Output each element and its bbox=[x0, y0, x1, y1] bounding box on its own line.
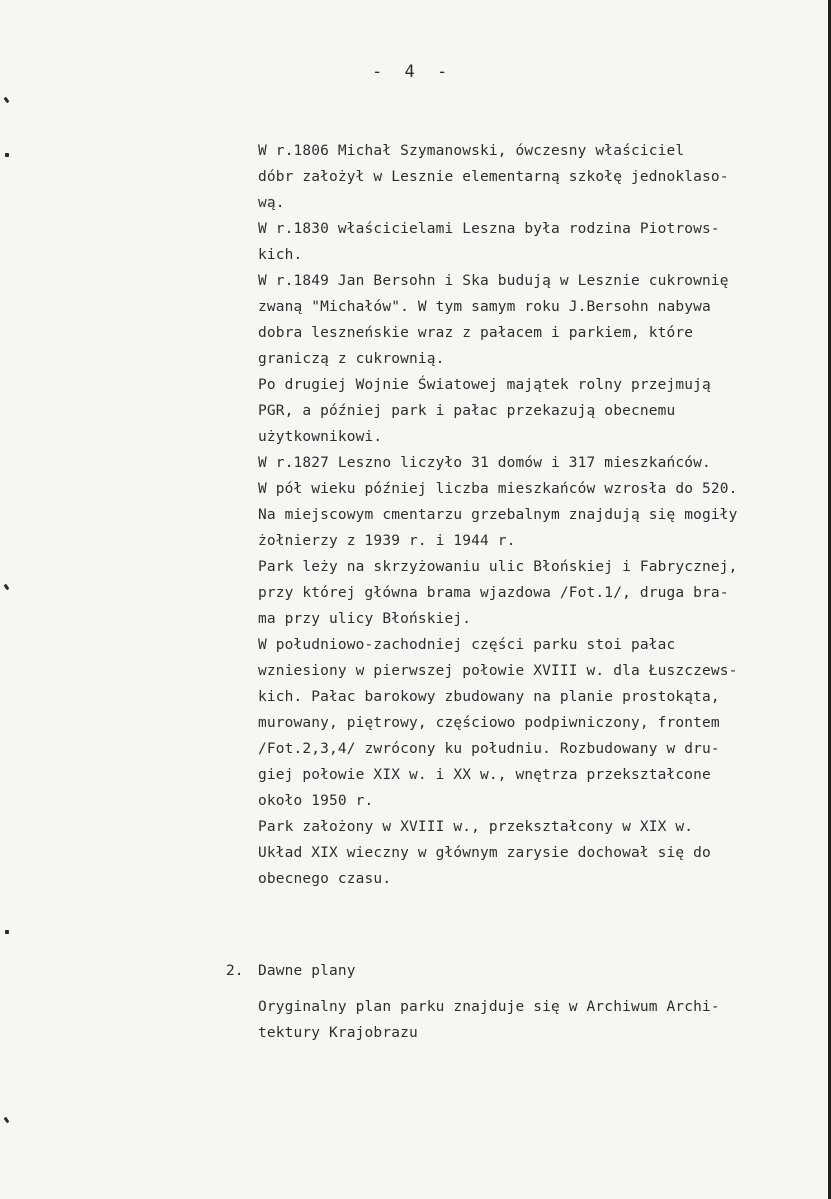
body-line: graniczą z cukrownią. bbox=[258, 351, 445, 367]
page-number: - 4 - bbox=[372, 62, 454, 82]
body-line: przy której główna brama wjazdowa /Fot.1/, druga bra- bbox=[258, 585, 729, 601]
body-line: giej połowie XIX w. i XX w., wnętrza przekształcone bbox=[258, 767, 711, 783]
body-line: żołnierzy z 1939 r. i 1944 r. bbox=[258, 533, 516, 549]
section-heading: Dawne plany bbox=[258, 963, 356, 979]
body-line: W r.1830 właścicielami Leszna była rodzina Piotrows- bbox=[258, 221, 720, 237]
body-line: dobra leszneńskie wraz z pałacem i parkiem, które bbox=[258, 325, 694, 341]
body-line: Park leży na skrzyżowaniu ulic Błońskiej i Fabrycznej, bbox=[258, 559, 738, 575]
body-line: dóbr założył w Lesznie elementarną szkołę jednoklaso- bbox=[258, 169, 729, 185]
body-line: W r.1806 Michał Szymanowski, ówczesny właściciel bbox=[258, 143, 685, 159]
body-line: ma przy ulicy Błońskiej. bbox=[258, 611, 472, 627]
body-line: obecnego czasu. bbox=[258, 871, 392, 887]
body-line: wzniesiony w pierwszej połowie XVIII w. dla Łuszczews- bbox=[258, 663, 738, 679]
body-line: PGR, a później park i pałac przekazują obecnemu bbox=[258, 403, 676, 419]
body-line: W południowo-zachodniej części parku stoi pałac bbox=[258, 637, 676, 653]
margin-mark bbox=[4, 584, 10, 591]
body-line: W r.1827 Leszno liczyło 31 domów i 317 mieszkańców. bbox=[258, 455, 711, 471]
body-line: około 1950 r. bbox=[258, 793, 374, 809]
body-line: zwaną "Michałów". W tym samym roku J.Bersohn nabywa bbox=[258, 299, 711, 315]
body-line: kich. bbox=[258, 247, 303, 263]
margin-mark bbox=[5, 930, 9, 934]
section-number: 2. bbox=[226, 963, 244, 979]
body-line: Po drugiej Wojnie Światowej majątek rolny przejmują bbox=[258, 377, 711, 393]
body-line: użytkownikowi. bbox=[258, 429, 383, 445]
body-line: Park założony w XVIII w., przekształcony w XIX w. bbox=[258, 819, 694, 835]
body-line: /Fot.2,3,4/ zwrócony ku południu. Rozbudowany w dru- bbox=[258, 741, 720, 757]
body-line: W pół wieku później liczba mieszkańców wzrosła do 520. bbox=[258, 481, 738, 497]
body-line: W r.1849 Jan Bersohn i Ska budują w Lesznie cukrownię bbox=[258, 273, 729, 289]
section-line: tektury Krajobrazu bbox=[258, 1025, 418, 1041]
margin-mark bbox=[4, 1117, 10, 1124]
margin-mark bbox=[5, 153, 9, 157]
body-line: murowany, piętrowy, częściowo podpiwniczony, frontem bbox=[258, 715, 720, 731]
body-line: Układ XIX wieczny w głównym zarysie dochował się do bbox=[258, 845, 711, 861]
body-line: wą. bbox=[258, 195, 285, 211]
body-line: kich. Pałac barokowy zbudowany na planie prostokąta, bbox=[258, 689, 720, 705]
body-line: Na miejscowym cmentarzu grzebalnym znajdują się mogiły bbox=[258, 507, 738, 523]
section-line: Oryginalny plan parku znajduje się w Archiwum Archi- bbox=[258, 999, 720, 1015]
margin-mark bbox=[4, 97, 10, 104]
